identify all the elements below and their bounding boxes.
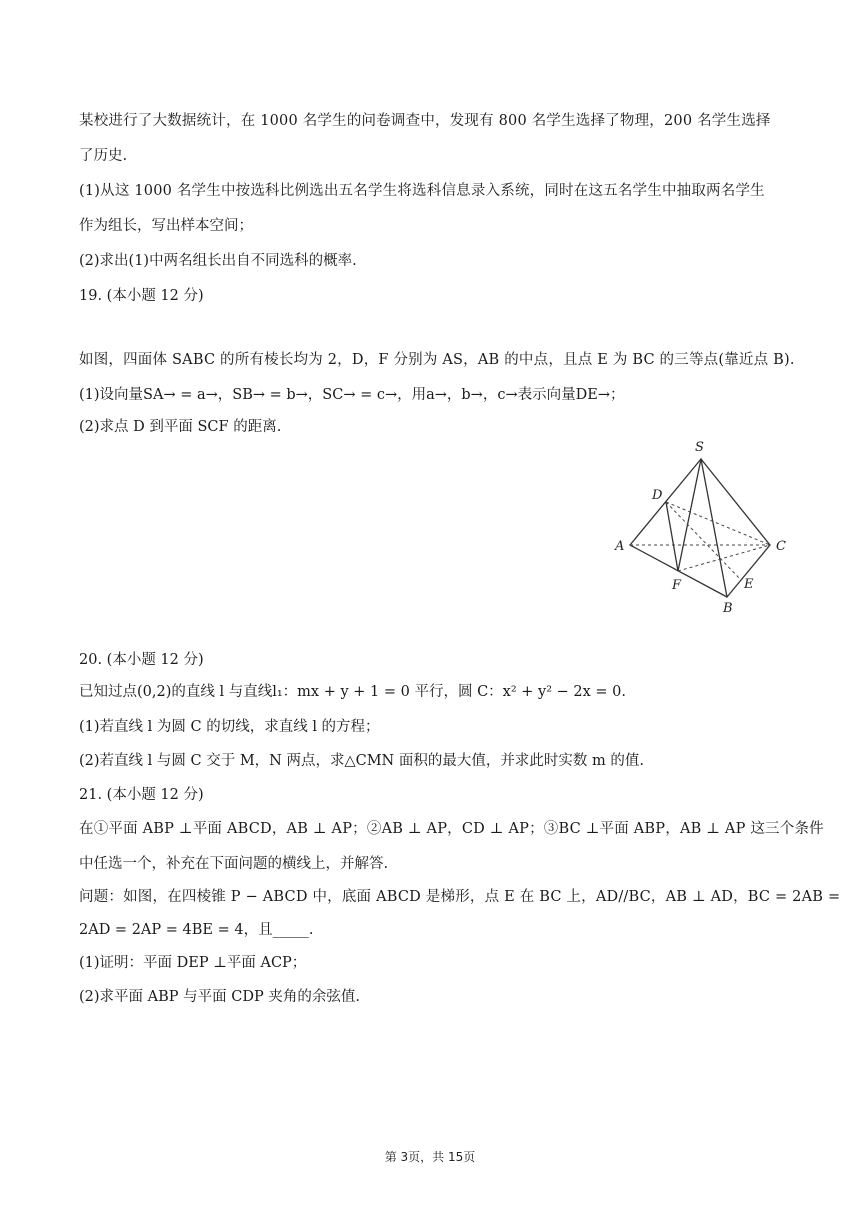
- q18-part1-line2: 作为组长，写出样本空间；: [79, 218, 253, 234]
- q19-header: 19. (本小题 12 分): [79, 288, 204, 304]
- page-footer: 第 3页，共 15页: [384, 1150, 476, 1164]
- label-d: D: [652, 488, 663, 503]
- label-s: S: [695, 440, 704, 455]
- q19-part2: (2)求点 D 到平面 SCF 的距离.: [79, 419, 282, 435]
- q21-condition-line2: 中任选一个，补充在下面问题的横线上，并解答.: [79, 856, 389, 872]
- q18-intro-line1: 某校进行了大数据统计，在 1000 名学生的问卷调查中，发现有 800 名学生选择了物理，200 名学生选择: [79, 113, 771, 129]
- q21-part1: (1)证明：平面 DEP ⊥平面 ACP；: [79, 955, 307, 971]
- q19-intro: 如图，四面体 SABC 的所有棱长均为 2，D，F 分别为 AS，AB 的中点，且点 E 为 BC 的三等点(靠近点 B).: [79, 352, 795, 368]
- label-c: C: [776, 539, 786, 554]
- segment-dc: [666, 502, 770, 545]
- edge-sc: [701, 459, 770, 545]
- q19-part1: (1)设向量SA→ = a→，SB→ = b→，SC→ = c→，用a→，b→，c→表示向量DE→；: [79, 387, 625, 403]
- q21-part2: (2)求平面 ABP 与平面 CDP 夹角的余弦值.: [79, 989, 360, 1005]
- q21-problem-line1: 问题：如图，在四棱锥 P − ABCD 中，底面 ABCD 是梯形，点 E 在 BC 上，AD//BC，AB ⊥ AD，BC = 2AB =: [79, 889, 841, 905]
- label-e: E: [744, 577, 754, 592]
- tetrahedron-figure: [612, 433, 802, 618]
- q20-header: 20. (本小题 12 分): [79, 652, 204, 668]
- label-b: B: [723, 601, 733, 616]
- q21-condition-line1: 在①平面 ABP ⊥平面 ABCD，AB ⊥ AP；②AB ⊥ AP，CD ⊥ AP；③BC ⊥平面 ABP，AB ⊥ AP 这三个条件: [79, 821, 824, 837]
- segment-fc: [678, 545, 770, 571]
- q18-intro-line2: 了历史.: [79, 148, 128, 164]
- q21-problem-line2: 2AD = 2AP = 4BE = 4，且_____.: [79, 922, 314, 938]
- q18-part2: (2)求出(1)中两名组长出自不同选科的概率.: [79, 253, 357, 269]
- label-f: F: [672, 578, 682, 593]
- edge-sb: [701, 459, 727, 597]
- label-a: A: [615, 539, 625, 554]
- q20-part2: (2)若直线 l 与圆 C 交于 M，N 两点，求△CMN 面积的最大值，并求此时实数 m 的值.: [79, 753, 644, 769]
- segment-sf: [678, 459, 701, 571]
- q21-header: 21. (本小题 12 分): [79, 787, 204, 803]
- q18-part1-line1: (1)从这 1000 名学生中按选科比例选出五名学生将选科信息录入系统，同时在这五名学生中抽取两名学生: [79, 183, 765, 199]
- q20-intro: 已知过点(0,2)的直线 l 与直线l₁：mx + y + 1 = 0 平行，圆 C：x² + y² − 2x = 0.: [79, 684, 626, 700]
- q20-part1: (1)若直线 l 为圆 C 的切线，求直线 l 的方程；: [79, 719, 380, 735]
